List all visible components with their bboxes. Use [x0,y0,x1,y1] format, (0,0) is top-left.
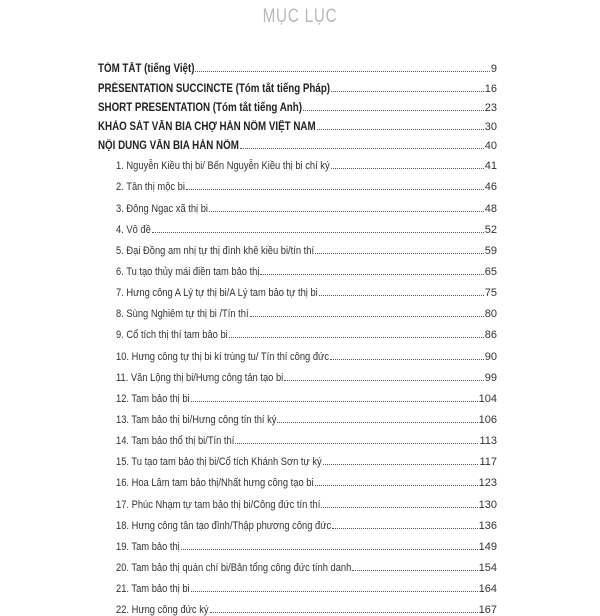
dot-leader [191,401,478,402]
toc-page-number: 99 [484,372,497,384]
dot-leader [284,380,484,381]
dot-leader [235,443,478,444]
toc-page-number: 113 [479,435,497,447]
toc-entry-title: 14. Tam bảo thổ thị bi/Tín thí [116,435,235,447]
dot-leader [186,189,484,190]
toc-item-entry[interactable] [116,200,497,215]
toc-page-number: 52 [484,224,497,236]
toc-item-entry[interactable] [116,305,497,320]
dot-leader [277,422,477,423]
toc-page-number: 75 [484,287,497,299]
toc-item-entry[interactable] [116,496,497,511]
page-title: MỤC LỤC [262,6,338,27]
dot-leader [229,337,484,338]
toc-page-number: 16 [484,83,497,95]
toc-section-entry[interactable] [98,80,497,95]
toc-entry-title: 5. Đại Đồng am nhị tự thị đình khê kiều bi/tín thí [116,245,315,257]
toc-section-entry[interactable] [98,118,497,133]
toc-page-number: 123 [478,477,497,489]
toc-entry-title: PRÉSENTATION SUCCINCTE (Tóm tắt tiếng Pháp) [98,83,331,95]
dot-leader [303,110,484,111]
toc-item-entry[interactable] [116,326,497,341]
dot-leader [240,148,484,149]
toc-entry-title: 21. Tam bảo thị bi [116,583,190,595]
dot-leader [210,612,478,613]
dot-leader [191,591,478,592]
toc-entry-title: 6. Tu tạo thủy mái điền tam bảo thị [116,266,260,278]
dot-leader [319,295,484,296]
dot-leader [195,71,489,72]
toc-entry-title: 19. Tam bảo thị [116,541,180,553]
toc-entry-title: SHORT PRESENTATION (Tóm tắt tiếng Anh) [98,102,302,114]
toc-entry-title: 17. Phúc Nhạm tự tam bảo thị bi/Công đức tín thí [116,499,321,511]
dot-leader [260,274,483,275]
toc-section-entry[interactable] [98,99,497,114]
dot-leader [352,570,477,571]
toc-entry-title: NỘI DUNG VĂN BIA HÁN NÔM [98,140,239,152]
toc-item-entry[interactable] [116,559,497,574]
toc-entry-title: 13. Tam bảo thị bi/Hưng công tín thí ký [116,414,277,426]
toc-entry-title: 15. Tu tạo tam bảo thị bi/Cổ tích Khánh Sơn tự ký [116,456,322,468]
toc-section-entry[interactable] [98,137,497,152]
toc-page-number: 23 [484,102,497,114]
toc-entry-title: 9. Cổ tích thị thí tam bảo bi [116,329,228,341]
toc-item-entry[interactable] [116,432,497,447]
toc-entry-title: 12. Tam bảo thị bi [116,393,190,405]
dot-leader [331,91,484,92]
toc-entry-title: 2. Tân thị mộc bi [116,181,185,193]
toc-item-entry[interactable] [116,369,497,384]
toc-entry-title: 10. Hưng công tự thị bi kí trùng tu/ Tín thí công đức [116,351,329,363]
toc-item-entry[interactable] [116,474,497,489]
toc-page-number: 46 [484,181,497,193]
toc-page-number: 40 [484,140,497,152]
toc-entry-title: 1. Nguyễn Kiều thị bi/ Bến Nguyễn Kiều thị bi chí ký [116,160,330,172]
toc-entry-title: KHẢO SÁT VĂN BIA CHỢ HÁN NÔM VIỆT NAM [98,121,316,133]
dot-leader [317,129,484,130]
toc-page-number: 104 [478,393,497,405]
toc-page-number: 130 [478,499,497,511]
toc-page-number: 48 [484,203,497,215]
dot-leader [250,316,484,317]
dot-leader [332,528,477,529]
toc-item-entry[interactable] [116,580,497,595]
dot-leader [321,507,477,508]
toc-page-number: 90 [484,351,497,363]
toc-item-entry[interactable] [116,411,497,426]
toc-item-entry[interactable] [116,242,497,257]
toc-item-entry[interactable] [116,157,497,172]
toc-page-number: 41 [484,160,497,172]
toc-entry-title: 7. Hưng công A Lý tự thị bi/A Lý tam bảo tự thị bi [116,287,318,299]
toc-page-number: 117 [479,456,497,468]
toc-entry-title: 20. Tam bảo thị quán chí bi/Bản tổng công đức tính danh [116,562,352,574]
dot-leader [209,211,484,212]
toc-item-entry[interactable] [116,263,497,278]
dot-leader [152,232,484,233]
toc-entry-title: 22. Hưng công đức ký [116,604,209,616]
dot-leader [315,485,478,486]
toc-entry-title: 8. Sùng Nghiêm tự thị bi /Tín thí [116,308,249,320]
dot-leader [315,253,484,254]
dot-leader [323,464,479,465]
toc-item-entry[interactable] [116,221,497,236]
toc-item-entry[interactable] [116,517,497,532]
toc-item-entry[interactable] [116,284,497,299]
toc-entry-title: 11. Văn Lộng thị bi/Hưng công tản tạo bi [116,372,284,384]
dot-leader [181,549,478,550]
toc-item-entry[interactable] [116,538,497,553]
toc-item-entry[interactable] [116,348,497,363]
toc-entry-title: TÓM TẮT (tiếng Việt) [98,63,195,75]
toc-page-number: 164 [478,583,497,595]
toc-entry-title: 4. Vô đề [116,224,151,236]
toc-page-number: 106 [478,414,497,426]
toc-item-entry[interactable] [116,453,497,468]
toc-page-number: 65 [484,266,497,278]
dot-leader [330,359,484,360]
toc-page-number: 154 [478,562,497,574]
toc-page-number: 86 [484,329,497,341]
dot-leader [331,168,484,169]
toc-page-number: 30 [484,121,497,133]
toc-page-number: 80 [484,308,497,320]
toc-item-entry[interactable] [116,390,497,405]
toc-page-number: 9 [490,63,497,75]
toc-page-number: 136 [478,520,497,532]
toc-item-entry[interactable] [116,601,497,616]
toc-entry-title: 3. Đông Ngạc xã thị bi [116,203,208,215]
toc-page-number: 59 [484,245,497,257]
toc-entry-title: 16. Hoa Lâm tam bảo thị/Nhất hưng công tạo bi [116,477,314,489]
toc-page-number: 167 [478,604,497,616]
toc-page-number: 149 [478,541,497,553]
toc-item-entry[interactable] [116,178,497,193]
toc-section-entry[interactable] [98,60,497,75]
toc-entry-title: 18. Hưng công tân tạo đình/Thập phương công đức [116,520,332,532]
